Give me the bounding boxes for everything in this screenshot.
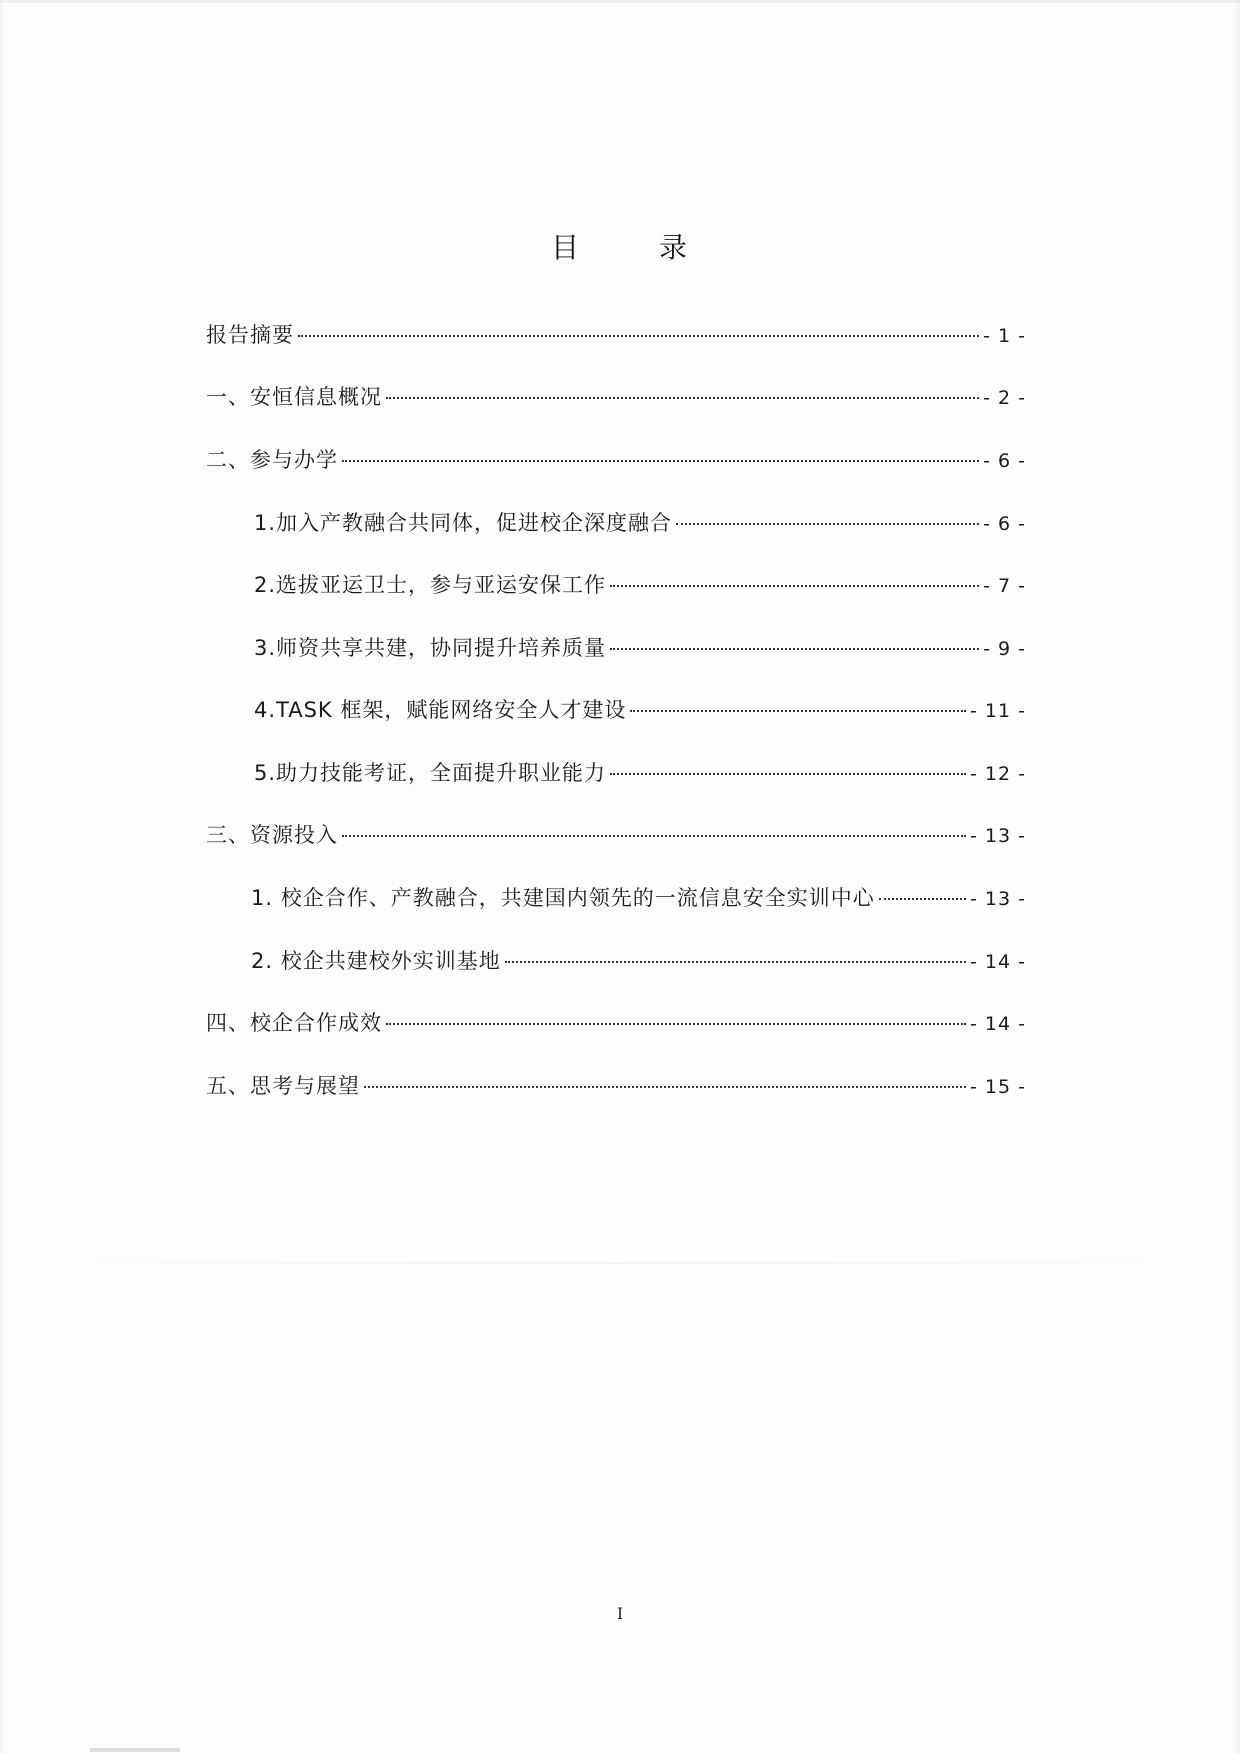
- toc-entry-label: 1.加入产教融合共同体，促进校企深度融合: [254, 511, 673, 535]
- toc-entry-label: 3.师资共享共建，协同提升培养质量: [254, 636, 607, 660]
- toc-entry-label: 二、参与办学: [206, 448, 338, 472]
- toc-dot-leader: [505, 961, 966, 963]
- scan-artifact-bottom: [90, 1748, 180, 1752]
- toc-dot-leader: [342, 835, 966, 837]
- page-number: I: [616, 1604, 624, 1623]
- toc-entry-label: 5.助力技能考证，全面提升职业能力: [254, 761, 607, 785]
- toc-entry-page: - 7 -: [983, 575, 1026, 597]
- toc-entry-page: - 2 -: [983, 387, 1026, 409]
- toc-entry-page: - 13 -: [970, 825, 1026, 847]
- toc-entry[interactable]: [254, 570, 1026, 601]
- toc-entry-page: - 11 -: [970, 700, 1026, 722]
- toc-entry[interactable]: [206, 1008, 1026, 1039]
- toc-entry-label: 2.选拔亚运卫士，参与亚运安保工作: [254, 573, 607, 597]
- toc-entry-label: 一、安恒信息概况: [206, 385, 382, 409]
- toc-entry-page: - 1 -: [983, 325, 1026, 347]
- toc-entry[interactable]: [206, 820, 1026, 851]
- toc-entry[interactable]: [206, 445, 1026, 476]
- toc-entry-label: 三、资源投入: [206, 823, 338, 847]
- toc-entry-page: - 15 -: [970, 1076, 1026, 1098]
- toc-dot-leader: [298, 335, 979, 337]
- toc-dot-leader: [386, 397, 979, 399]
- toc-entry[interactable]: [206, 382, 1026, 413]
- toc-dot-leader: [364, 1086, 966, 1088]
- toc-dot-leader: [630, 710, 966, 712]
- toc-entry[interactable]: [254, 695, 1026, 726]
- toc-dot-leader: [610, 648, 979, 650]
- toc-entry-page: - 6 -: [983, 513, 1026, 535]
- toc-dot-leader: [386, 1023, 966, 1025]
- toc-entry-page: - 14 -: [970, 1013, 1026, 1035]
- toc-entry-label: 1. 校企合作、产教融合，共建国内领先的一流信息安全实训中心: [251, 886, 875, 910]
- toc-dot-leader: [610, 585, 979, 587]
- toc-dot-leader: [610, 773, 966, 775]
- toc-dot-leader: [676, 523, 979, 525]
- toc-entry-page: - 12 -: [970, 763, 1026, 785]
- toc-entry[interactable]: [254, 508, 1026, 539]
- toc-entry[interactable]: [206, 1071, 1026, 1102]
- toc-entry-label: 报告摘要: [206, 323, 294, 347]
- toc-entry[interactable]: [254, 633, 1026, 664]
- toc-entry-label: 4.TASK 框架，赋能网络安全人才建设: [254, 698, 627, 722]
- toc-dot-leader: [879, 898, 966, 900]
- scan-artifact-line: [0, 1262, 1240, 1264]
- toc-dot-leader: [342, 460, 979, 462]
- toc-entry-page: - 9 -: [983, 638, 1026, 660]
- toc-entry[interactable]: [251, 883, 1026, 914]
- toc-entry[interactable]: [254, 758, 1026, 789]
- toc-entry-label: 五、思考与展望: [206, 1074, 360, 1098]
- toc-entry-page: - 14 -: [970, 951, 1026, 973]
- toc-entry-page: - 6 -: [983, 450, 1026, 472]
- toc-entry-label: 四、校企合作成效: [206, 1011, 382, 1035]
- toc-title-char-2: 录: [659, 231, 690, 264]
- toc-title-char-1: 目: [550, 231, 581, 264]
- toc-entry[interactable]: [206, 320, 1026, 351]
- toc-entry-label: 2. 校企共建校外实训基地: [251, 949, 501, 973]
- toc-entry-page: - 13 -: [970, 888, 1026, 910]
- toc-entry[interactable]: [251, 946, 1026, 977]
